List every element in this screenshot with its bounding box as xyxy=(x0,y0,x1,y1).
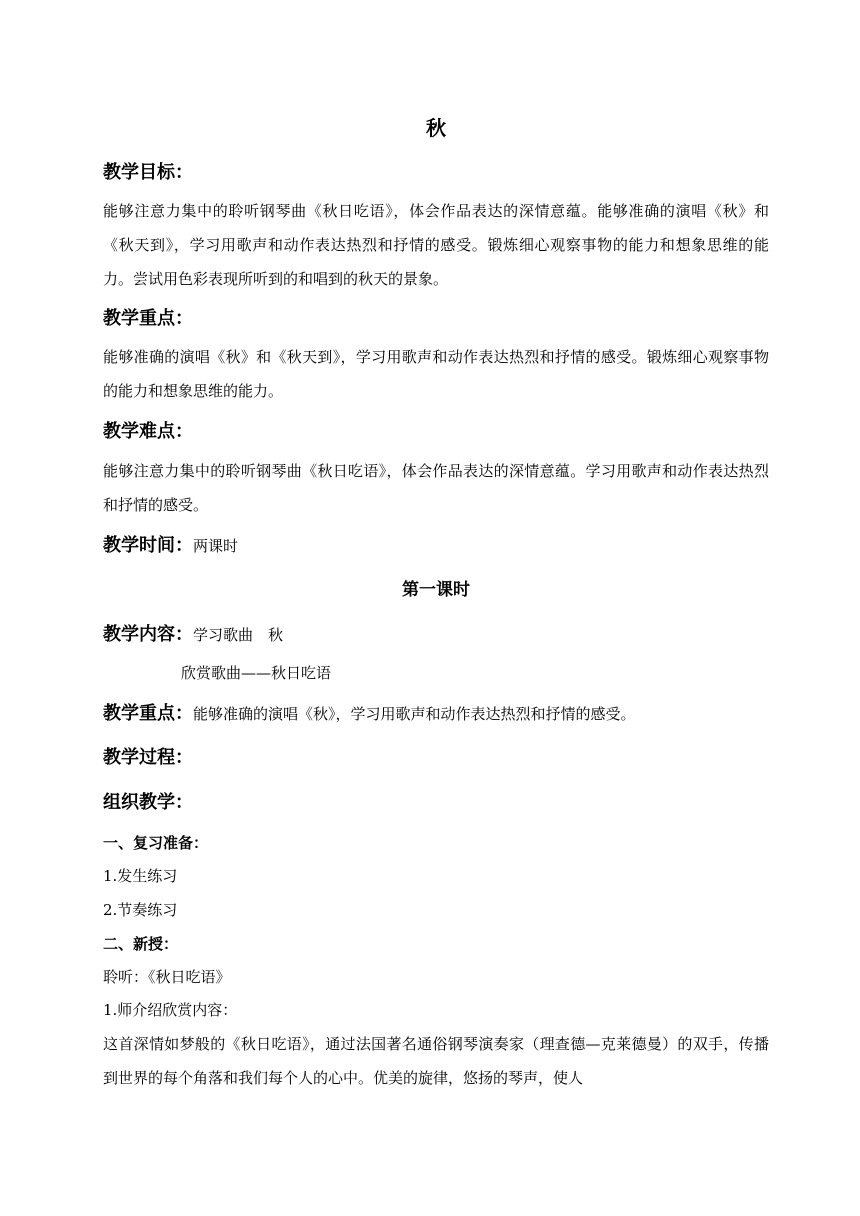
organize-heading: 组织教学： xyxy=(103,792,193,813)
goals-heading: 教学目标： xyxy=(103,162,193,183)
content-line-1: 学习歌曲 秋 xyxy=(193,626,284,644)
difficulties-heading: 教学难点： xyxy=(103,421,193,442)
time-value: 两课时 xyxy=(193,537,239,555)
content-row xyxy=(103,622,283,648)
content-label: 教学内容： xyxy=(103,624,193,645)
time-label: 教学时间： xyxy=(103,535,193,556)
goals-text: 能够注意力集中的聆听钢琴曲《秋日吃语》，体会作品表达的深情意蕴。能够准确的演唱《秋》和《秋天到》，学习用歌声和动作表达热烈和抒情的感受。锻炼细心观察事物的能力和想象思维的能力。尝试用色彩表现所听到的和唱到的秋天的景象。 xyxy=(103,202,769,288)
document-title: 秋 xyxy=(426,116,446,140)
review-item-1: 1.发生练习 xyxy=(103,867,178,885)
lesson-key-label: 教学重点： xyxy=(103,703,193,724)
listen-line: 聆听：《秋日吃语》 xyxy=(103,968,231,986)
difficulties-text: 能够注意力集中的聆听钢琴曲《秋日吃语》，体会作品表达的深情意蕴。学习用歌声和动作表达热烈和抒情的感受。 xyxy=(103,462,769,514)
process-heading: 教学过程： xyxy=(103,747,193,768)
time-row xyxy=(103,533,238,559)
lesson-key-row xyxy=(103,701,636,727)
review-heading: 一、复习准备： xyxy=(103,834,209,852)
new-heading: 二、新授： xyxy=(103,935,179,953)
content-line-2: 欣赏歌曲——秋日吃语 xyxy=(181,664,332,682)
intro-line: 1.师介绍欣赏内容： xyxy=(103,1001,238,1019)
lesson-key-text: 能够准确的演唱《秋》，学习用歌声和动作表达热烈和抒情的感受。 xyxy=(193,705,636,723)
key-points-heading: 教学重点： xyxy=(103,308,193,329)
intro-text: 这首深情如梦般的《秋日吃语》，通过法国著名通俗钢琴演奏家（理查德—克莱德曼）的双手，传播到世界的每个角落和我们每个人的心中。优美的旋律，悠扬的琴声，使人 xyxy=(103,1035,769,1087)
review-item-2: 2.节奏练习 xyxy=(103,901,178,919)
key-points-text: 能够准确的演唱《秋》和《秋天到》，学习用歌声和动作表达热烈和抒情的感受。锻炼细心观察事物的能力和想象思维的能力。 xyxy=(103,348,769,400)
lesson-heading: 第一课时 xyxy=(402,580,470,600)
